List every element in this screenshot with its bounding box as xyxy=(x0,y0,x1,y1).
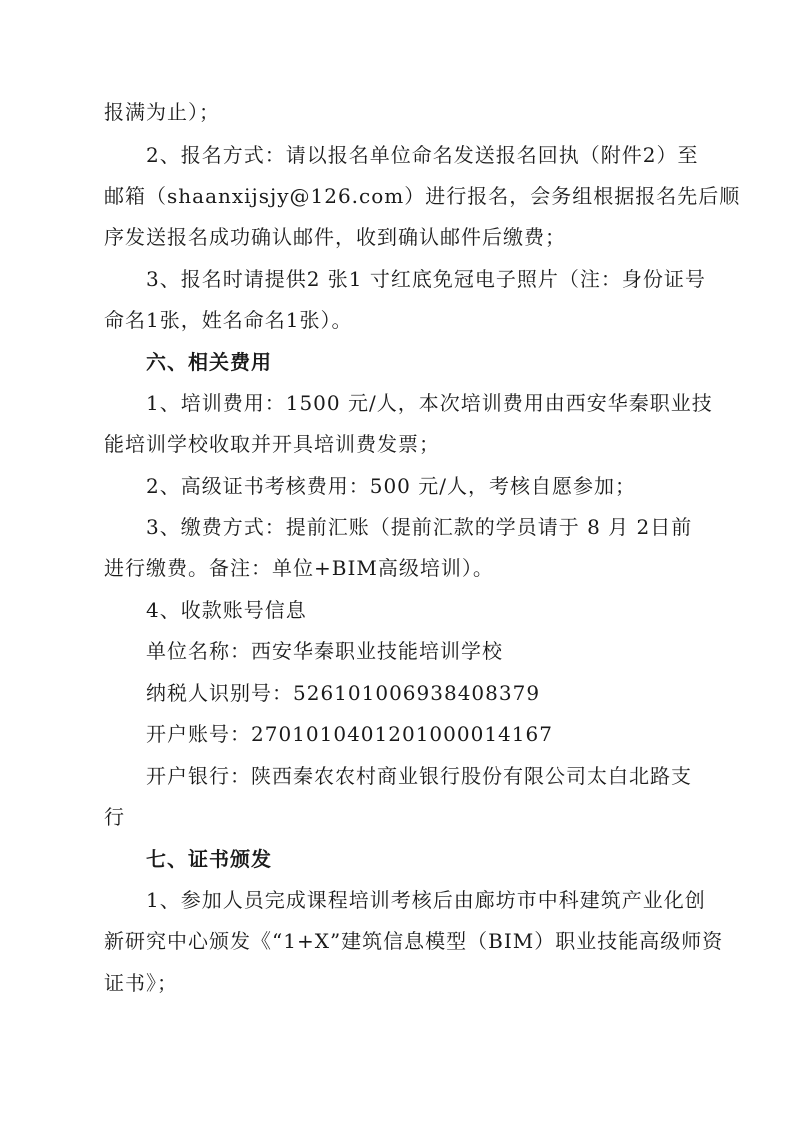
text-line-registration-method: 2、报名方式：请以报名单位命名发送报名回执（附件2）至 xyxy=(146,143,699,167)
text-line-certificate-issue: 1、参加人员完成课程培训考核后由廊坊市中科建筑产业化创 xyxy=(146,888,706,912)
text-line-payment-method: 3、缴费方式：提前汇账（提前汇款的学员请于 8 月 2日前 xyxy=(146,515,693,539)
text-line-email: 邮箱（shaanxijsjy@126.com）进行报名，会务组根据报名先后顺 xyxy=(104,184,741,208)
text-line-training-fee-invoice: 能培训学校收取并开具培训费发票； xyxy=(104,432,440,456)
text-line-training-fee: 1、培训费用：1500 元/人，本次培训费用由西安华秦职业技 xyxy=(146,391,713,415)
text-line-account-info: 4、收款账号信息 xyxy=(146,598,307,622)
text-line-photo-requirement: 3、报名时请提供2 张1 寸红底免冠电子照片（注：身份证号 xyxy=(146,267,706,291)
text-line-registration-end: 报满为止）； xyxy=(104,100,220,124)
section-heading-fees: 六、相关费用 xyxy=(146,350,272,374)
text-line-unit-name: 单位名称：西安华秦职业技能培训学校 xyxy=(146,639,503,663)
text-line-certificate-end: 证书》； xyxy=(104,971,178,995)
text-line-exam-fee: 2、高级证书考核费用：500 元/人，考核自愿参加； xyxy=(146,474,636,498)
text-line-bank: 开户银行：陕西秦农农村商业银行股份有限公司太白北路支 xyxy=(146,764,692,788)
text-line-bank-cont: 行 xyxy=(104,805,125,829)
text-line-payment-note: 进行缴费。备注：单位+BIM高级培训）。 xyxy=(104,556,494,580)
text-line-account-number: 开户账号：27010104012010000​14167 xyxy=(146,722,553,746)
text-line-photo-naming: 命名1张，姓名命名1张）。 xyxy=(104,308,353,332)
text-line-certificate-name: 新研究中心颁发《“1+X”建筑信息模型（BIM）职业技能高级师资 xyxy=(104,929,724,953)
text-line-taxpayer-id: 纳税人识别号：526101006938408379 xyxy=(146,681,541,705)
text-line-confirmation: 序发送报名成功确认邮件，收到确认邮件后缴费； xyxy=(104,225,566,249)
section-heading-certificate: 七、证书颁发 xyxy=(146,847,272,871)
